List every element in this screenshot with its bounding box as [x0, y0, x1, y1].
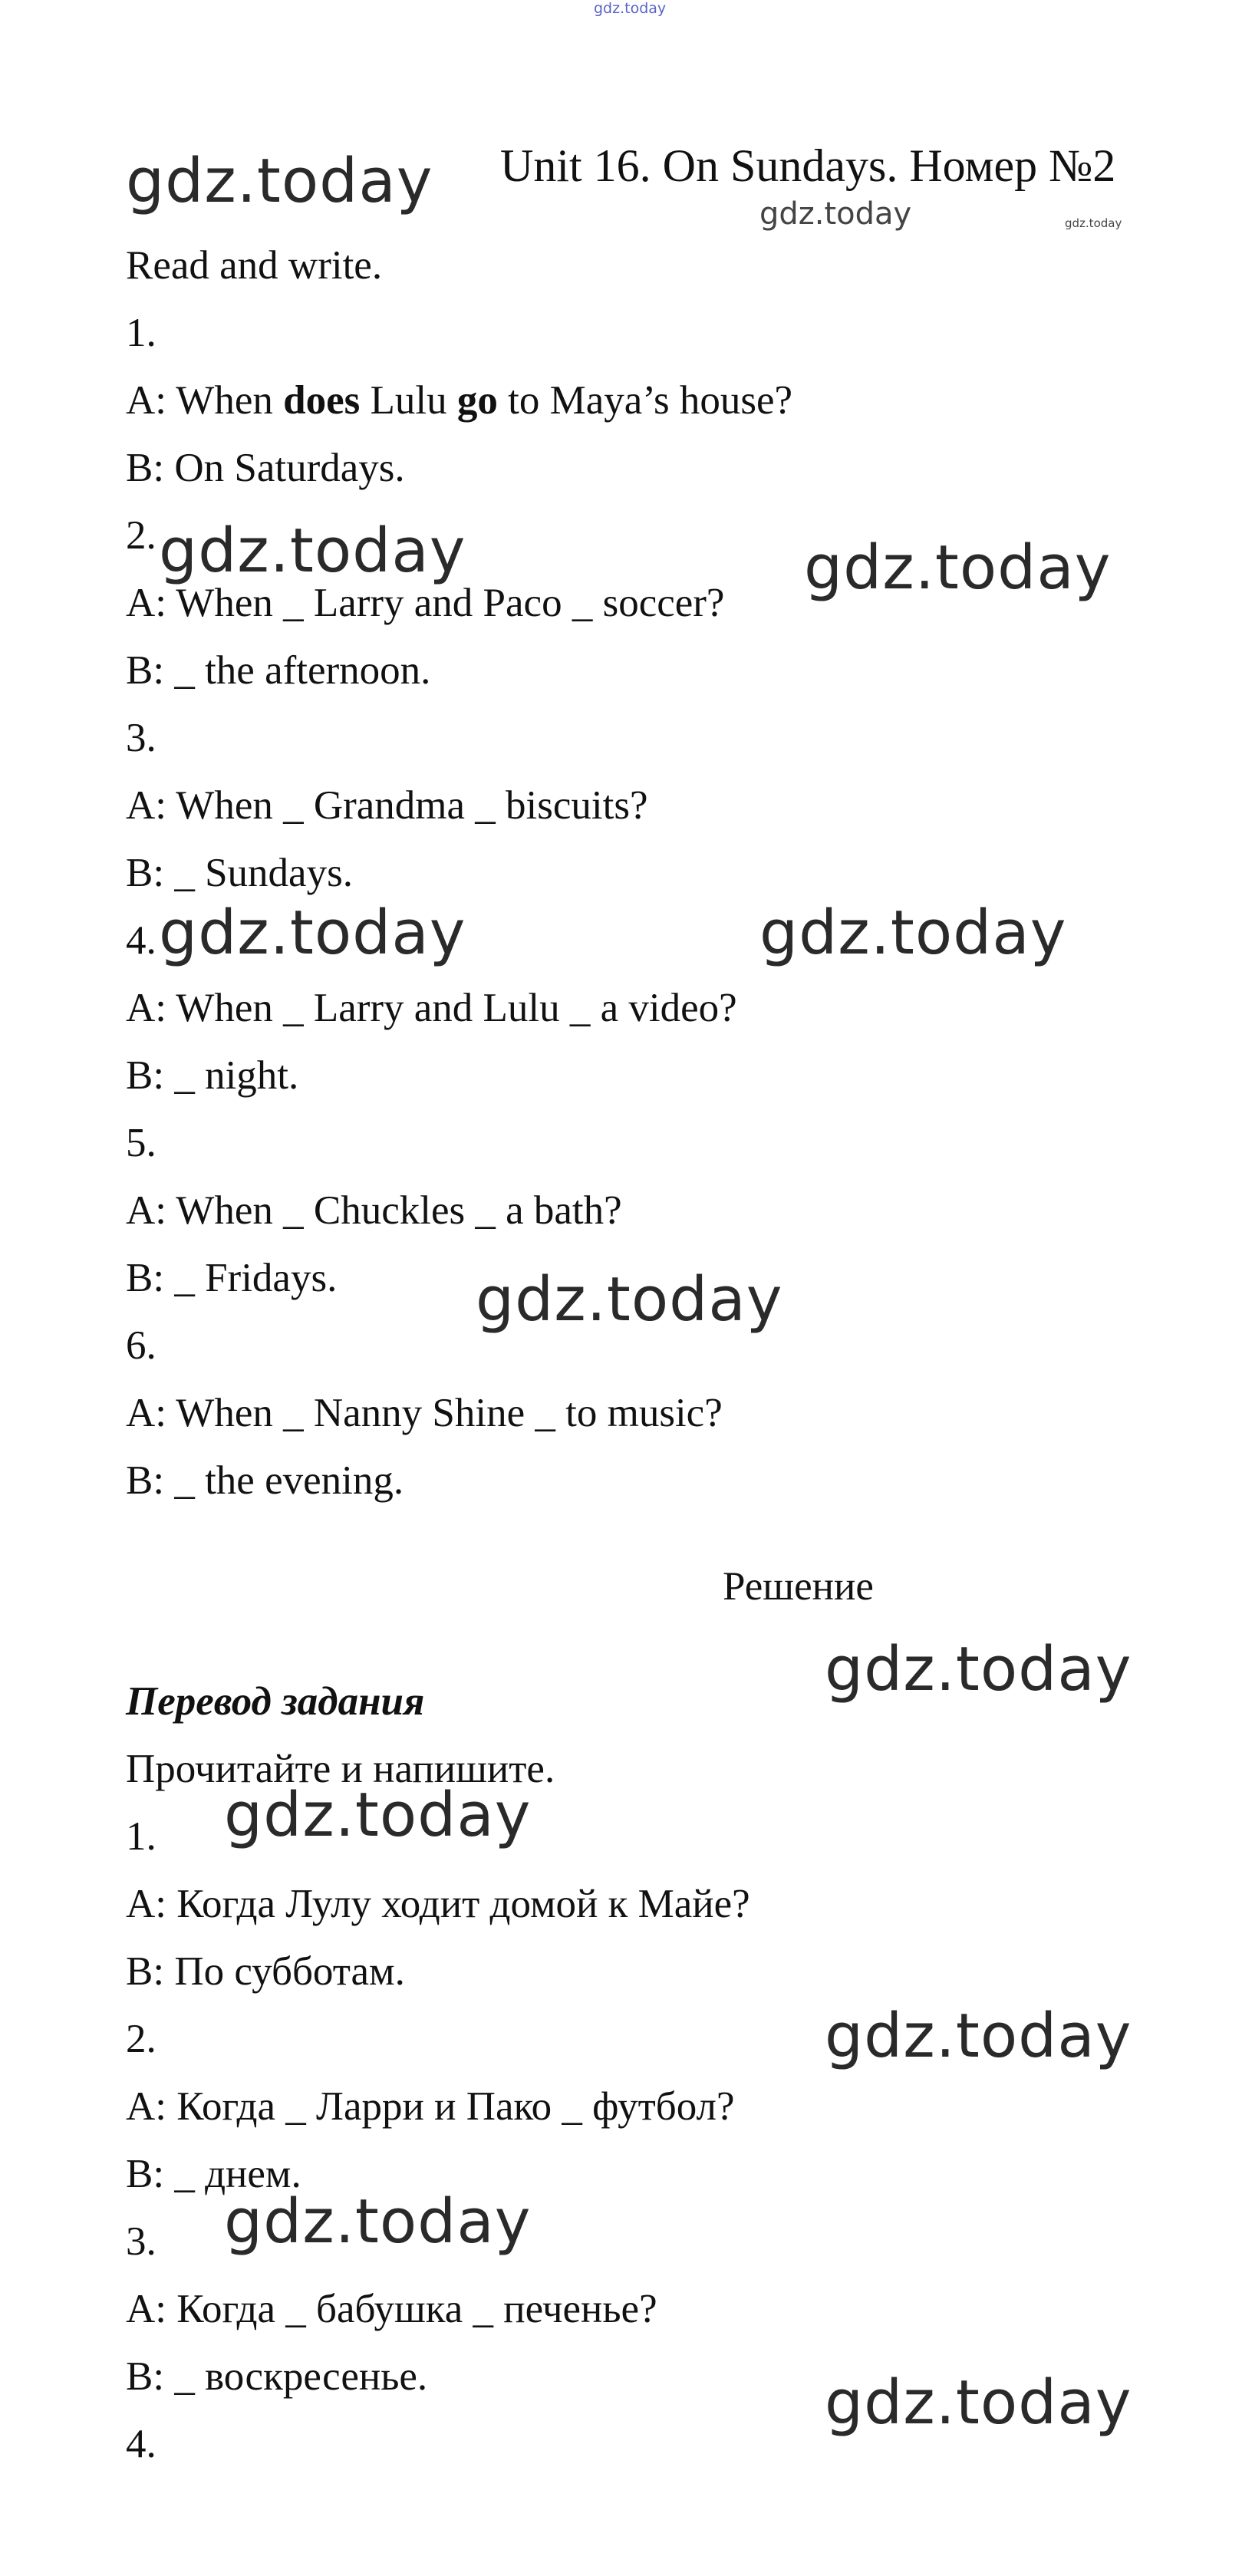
item-question: A: When _ Larry and Lulu _ a video? [126, 986, 737, 1030]
watermark: gdz.today [825, 2001, 1132, 2071]
solution-label: Решение [723, 1564, 874, 1609]
item-answer: B: _ the evening. [126, 1458, 404, 1503]
item-number: 3. [126, 716, 156, 760]
item-answer: B: По субботам. [126, 1949, 405, 1994]
watermark: gdz.today [159, 516, 466, 586]
item-number: 5. [126, 1121, 156, 1165]
item-question: A: Когда Лулу ходит домой к Майе? [126, 1882, 750, 1926]
watermark: gdz.today [126, 146, 433, 216]
question-text: A: When [126, 378, 284, 423]
item-question [126, 377, 792, 423]
item-answer: B: _ Fridays. [126, 1256, 338, 1300]
bold-answer-word: go [456, 378, 498, 423]
item-answer: B: _ днем. [126, 2152, 301, 2196]
watermark: gdz.today [476, 1264, 783, 1335]
item-answer: B: _ night. [126, 1053, 299, 1098]
item-question: A: When _ Nanny Shine _ to music? [126, 1391, 723, 1435]
watermark: gdz.today [224, 1780, 532, 1850]
item-question: A: When _ Chuckles _ a bath? [126, 1188, 622, 1233]
watermark: gdz.today [759, 196, 912, 232]
top-watermark: gdz.today [594, 0, 667, 17]
item-number: 4. [126, 918, 156, 963]
watermark: gdz.today [759, 898, 1067, 968]
watermark: gdz.today [825, 2367, 1132, 2438]
item-number: 1. [126, 311, 156, 355]
item-number: 3. [126, 2219, 156, 2264]
item-answer: B: _ воскресенье. [126, 2354, 428, 2399]
item-number: 2. [126, 2017, 156, 2061]
question-text: Lulu [360, 378, 457, 423]
item-number: 1. [126, 1814, 156, 1859]
watermark: gdz.today [1065, 216, 1122, 230]
item-question: A: When _ Larry and Paco _ soccer? [126, 581, 725, 625]
item-question: A: When _ Grandma _ biscuits? [126, 783, 648, 828]
item-question: A: Когда _ бабушка _ печенье? [126, 2287, 657, 2331]
item-answer: B: On Saturdays. [126, 446, 405, 490]
page-title: Unit 16. On Sundays. Номер №2 [500, 140, 1116, 191]
item-answer: B: _ the afternoon. [126, 648, 431, 693]
translation-instruction: Прочитайте и напишите. [126, 1747, 555, 1791]
translation-heading: Перевод задания [126, 1679, 425, 1724]
item-number: 6. [126, 1323, 156, 1368]
item-answer: B: _ Sundays. [126, 851, 353, 895]
task-instruction: Read and write. [126, 243, 383, 288]
watermark: gdz.today [224, 2186, 532, 2257]
watermark: gdz.today [825, 1634, 1132, 1705]
watermark: gdz.today [159, 898, 466, 968]
item-question: A: Когда _ Ларри и Пако _ футбол? [126, 2084, 735, 2129]
question-text: to Maya’s house? [497, 378, 793, 423]
item-number: 2. [126, 513, 156, 558]
bold-answer-word: does [283, 378, 361, 423]
item-number: 4. [126, 2422, 156, 2466]
watermark: gdz.today [804, 532, 1112, 603]
